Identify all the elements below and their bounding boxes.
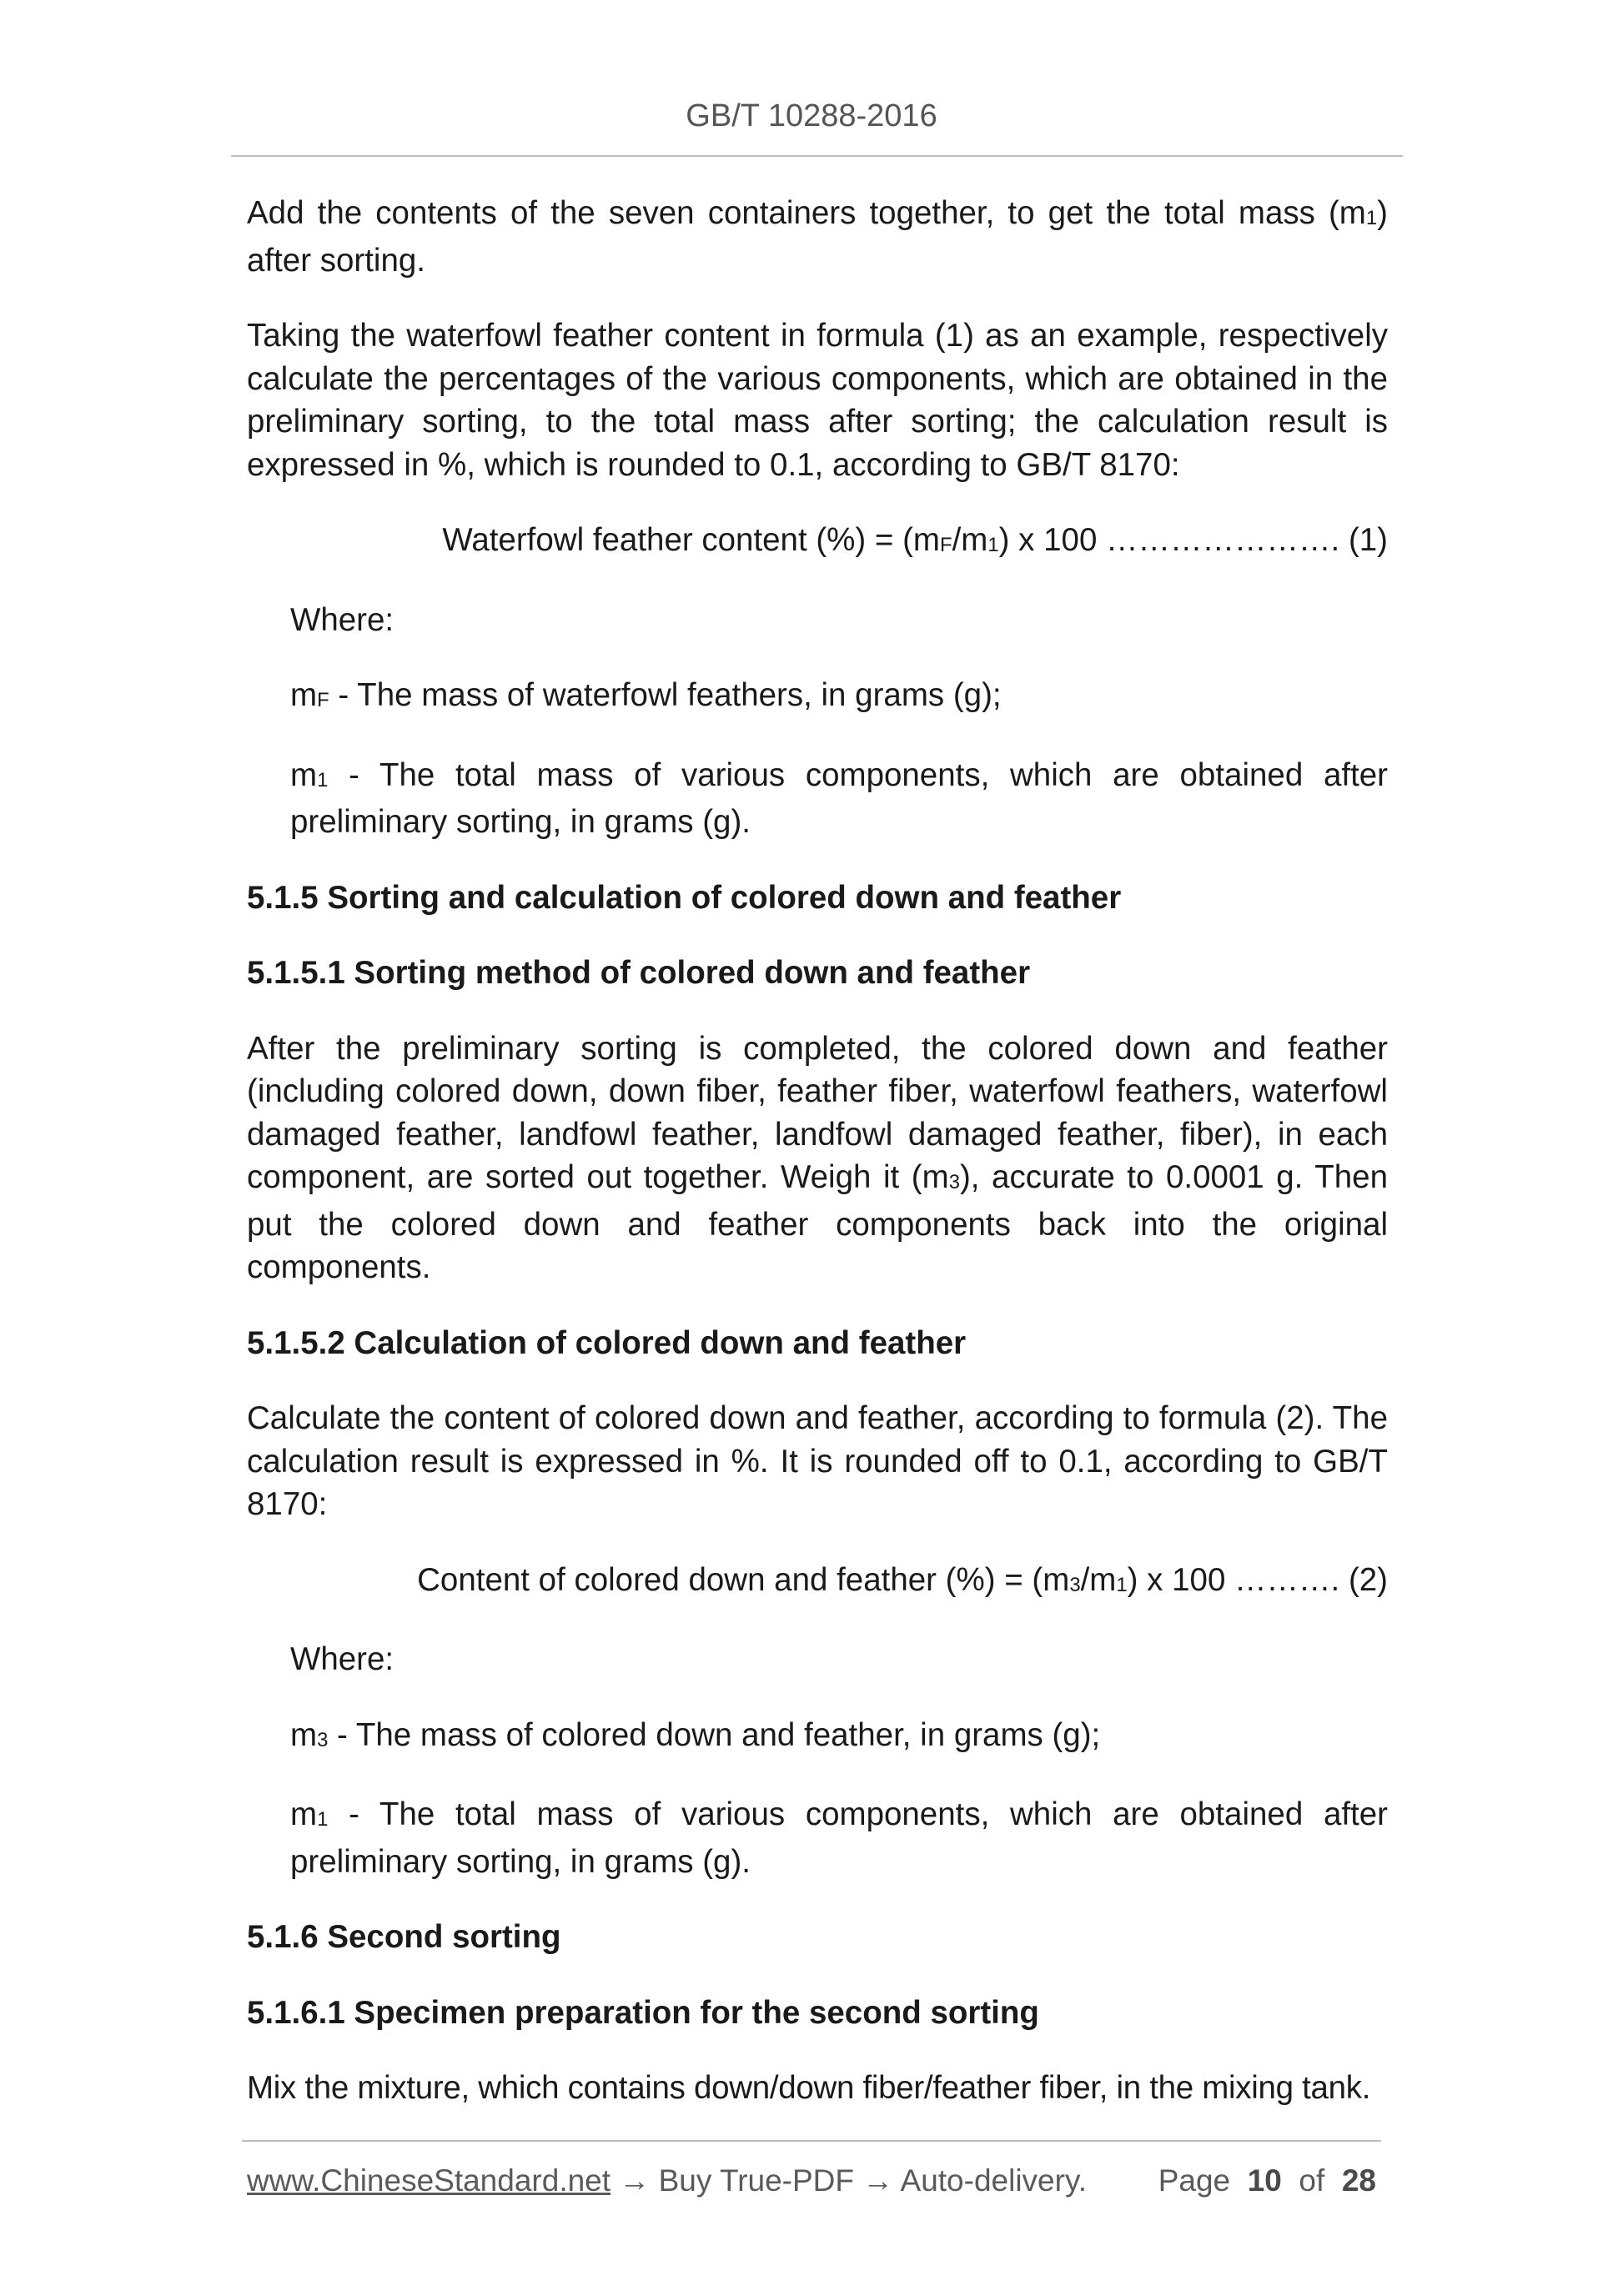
text-run: - The mass of waterfowl feathers, in grams (g); — [329, 677, 1002, 713]
subscript: F — [940, 534, 952, 557]
paragraph-calculation-intro: Taking the waterfowl feather content in formula (1) as an example, respectively calculate the percentages of the various components, which are obtained in the preliminary sorting, to the total mass after sorting; the calculation result is expressed in %, which is rounded to 0.1, according to GB/T 8170: — [247, 318, 1388, 483]
page-footer — [247, 2163, 1381, 2198]
definition-m3 — [247, 1714, 1388, 1761]
page-header-code: GB/T 10288-2016 — [686, 98, 937, 133]
text-run: /m — [952, 522, 988, 558]
text-run: Add the contents of the seven containers together, to get the total mass (m — [247, 195, 1366, 231]
subscript: 3 — [1069, 1573, 1081, 1596]
subscript: 3 — [948, 1171, 960, 1194]
paragraph-total-mass — [247, 192, 1388, 282]
page-current: 10 — [1247, 2163, 1282, 2198]
site-link[interactable]: www.ChineseStandard.net — [247, 2163, 611, 2198]
symbol: m — [290, 1716, 318, 1753]
text-run: - The mass of colored down and feather, in grams (g); — [328, 1716, 1101, 1753]
text-run: ), accurate to 0.0001 g. Then put the colored down and feather components back into the original components. — [247, 1159, 1388, 1285]
paragraph-calculation-colored: Calculate the content of colored down and feather, according to formula (2). The calculation result is expressed in %. It is rounded off to 0.1, according to GB/T 8170: — [247, 1400, 1388, 1522]
formula-2 — [247, 1559, 1388, 1606]
section-heading-5-1-5: 5.1.5 Sorting and calculation of colored down and feather — [247, 879, 1122, 916]
text-run: ) x 100 …………………. (1) — [998, 522, 1388, 558]
symbol: m — [290, 756, 318, 793]
document-body — [247, 192, 1388, 2143]
where-label: Where: — [290, 601, 394, 638]
section-heading-5-1-6: 5.1.6 Second sorting — [247, 1919, 561, 1955]
subscript: 1 — [1365, 207, 1378, 230]
paragraph-sorting-method — [247, 1027, 1388, 1289]
subscript: F — [317, 689, 329, 712]
footer-tagline: → Buy True-PDF → Auto-delivery. — [611, 2163, 1087, 2198]
section-heading-5-1-5-1: 5.1.5.1 Sorting method of colored down and feather — [247, 955, 1031, 991]
definition-m1 — [247, 754, 1388, 844]
text-run: ) after sorting. — [247, 195, 1388, 279]
definition-m1 — [247, 1793, 1388, 1883]
paragraph-mix-mixture: Mix the mixture, which contains down/down fiber/feather fiber, in the mixing tank. — [247, 2070, 1371, 2106]
text-run: Content of colored down and feather (%) = (m — [417, 1561, 1070, 1598]
symbol: m — [290, 1796, 318, 1832]
text-run: /m — [1080, 1561, 1117, 1598]
text-run: - The total mass of various components, which are obtained after preliminary sorting, in grams (g). — [290, 756, 1388, 840]
subscript: 1 — [987, 534, 999, 557]
definition-mf — [247, 674, 1388, 721]
formula-1 — [247, 519, 1388, 566]
section-heading-5-1-6-1: 5.1.6.1 Specimen preparation for the second sorting — [247, 1994, 1039, 2031]
text-run: - The total mass of various components, which are obtained after preliminary sorting, in grams (g). — [290, 1796, 1388, 1880]
page-total: 28 — [1341, 2163, 1376, 2198]
subscript: 1 — [317, 768, 329, 791]
where-label: Where: — [290, 1641, 394, 1677]
subscript: 3 — [317, 1728, 329, 1751]
of-label: of — [1299, 2163, 1325, 2198]
symbol: m — [290, 677, 318, 713]
page-label: Page — [1158, 2163, 1231, 2198]
header-divider — [231, 155, 1403, 157]
text-run: After the preliminary sorting is completed, the colored down and feather (including colored down, down fiber, feather fiber, waterfowl feathers, waterfowl damaged feather, landfowl feather, landfowl damaged feather, fiber), in each component, are sorted out together. Weigh it (m — [247, 1030, 1388, 1195]
footer-divider — [242, 2140, 1381, 2142]
subscript: 1 — [317, 1808, 329, 1831]
subscript: 1 — [1116, 1573, 1128, 1596]
text-run: ) x 100 ………. (2) — [1127, 1561, 1388, 1598]
text-run: Waterfowl feather content (%) = (m — [442, 522, 941, 558]
page-indicator — [1158, 2163, 1376, 2198]
section-heading-5-1-5-2: 5.1.5.2 Calculation of colored down and feather — [247, 1324, 967, 1361]
